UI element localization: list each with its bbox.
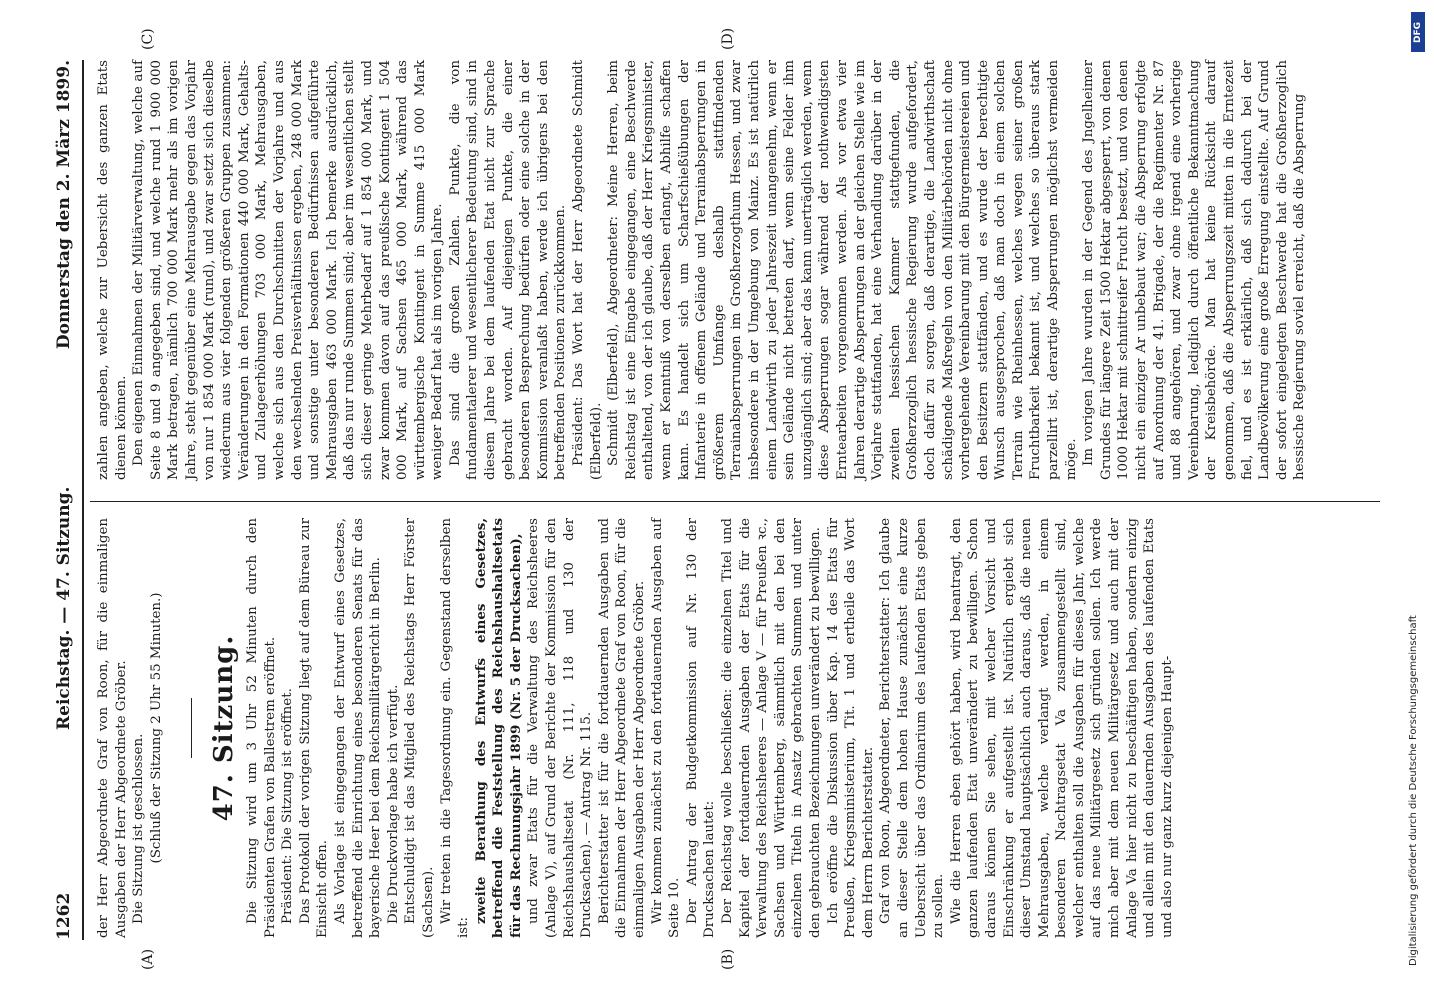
paragraph: Die Sitzung wird um 3 Uhr 52 Minuten durch den Präsidenten Grafen von Ballestrem eröffnet. (244, 518, 278, 938)
session-title: 47. Sitzung. (209, 634, 240, 822)
paragraph: zahlen angeben, welche zur Uebersicht des ganzen Etats dienen können. (96, 60, 129, 480)
dfg-logo: DFG (1411, 12, 1425, 52)
section-separator (191, 698, 192, 758)
paragraph: Die Druckvorlage habe ich verfügt. (385, 684, 401, 924)
paragraph: Ich eröffne die Diskussion über Kap. 14 des Etats für Preußen, Kriegsministerium, Tit. 1 und ertheile das Wort dem Herrn Berichterstatter. (825, 518, 876, 938)
paragraph: Das Protokoll der vorigen Sitzung liegt auf dem Büreau zur Einsicht offen. (297, 518, 331, 938)
paragraph: Berichterstatter ist für die fortdauernden Ausgaben und die Einnahmen der Herr Abgeordnete Graf von Roon, für die einmaligen Ausgaben der Herr Abgeordnete Gröber. (596, 518, 648, 938)
header-rule (82, 60, 84, 940)
agenda-item: zweite Berathung des Entwurfs eines Gesetzes, betreffend die Feststellung des Reichshaushaltsetats für das Rechnungsjahr 1899 (Nr. 5 der Drucksachen), (472, 518, 524, 938)
digitization-sidebar (1406, 6, 1432, 996)
paragraph: Präsident: Die Sitzung ist eröffnet. (280, 688, 296, 924)
paragraph: Der Reichstag wolle beschließen: die einzelnen Titel und Kapitel der fortdauernden Ausgaben der Etats für die Verwaltung des Reichsheeres — Anlage V — für Preußen ꝛc., Sachsen und Württemberg, sämmtlich mit den bei den einzelnen Titeln in Ansatz gebrachten Summen und unter den gebrauchten Bezeichnungen unverändert zu bewilligen. (720, 518, 823, 938)
intro-paragraph: (Schluß der Sitzung 2 Uhr 55 Minuten.) (148, 592, 164, 864)
paragraph: Im vorigen Jahre wurden in der Gegend des Jngelheimer Grundes für längere Zeit 1500 Hektar abgesperrt, von denen 1000 Hektar mit schnittreifer Frucht besetzt, und von denen nicht ein einziger Ar unbebaut war; die Absperrung erfolgte auf Anordnung der 41. Brigade, der die Regimenter Nr. 87 und 88 angehören, und zwar ohne irgend eine vorherige Vereinbarung, lediglich durch öffentliche Bekanntmachung der Kreisbehörde. Man hat keine Rücksicht darauf genommen, daß die Absperrungszeit mitten in die Erntezeit fiel, und es ist erklärlich, daß sich dadurch bei der Landbevölkerung eine große Erregung einstellte. Auf Grund der sofort eingelegten Beschwerde hat die Großherzoglich hessische Regierung soviel erreicht, daß die Absperrung (1081, 60, 1308, 480)
paragraph: Wir kommen zunächst zu den fortdauernden Ausgaben auf Seite 10. (649, 518, 683, 938)
paragraph: Wie die Herren eben gehört haben, wird beantragt, den ganzen laufenden Etat unverändert zu bewilligen. Schon daraus können Sie sehen, mit welcher Vorsicht und Einschränkung er aufgestellt ist. Natürlich ergiebt sich dieser Umstand hauptsächlich auch daraus, daß die neuen Mehrausgaben, welche verlangt werden, in einem besonderen Nachtragsetat Va zusammengestellt sind, welcher enthalten soll die Ausgaben für dieses Jahr, welche auf das neue Militärgesetz sich gründen sollen. Ich werde mich aber mit dem neuen Militärgesetz und auch mit der Anlage Va hier nicht zu beschäftigen haben, sondern einzig und allein mit den dauernden Ausgaben des laufenden Etats und also nur ganz kurz diejenigen Haupt- (948, 518, 1175, 938)
page-number: 1262 (54, 892, 74, 940)
left-column (95, 518, 1176, 938)
paragraph: Wir treten in die Tagesordnung ein. Gegenstand derselben ist: (438, 518, 472, 938)
column-divider (90, 501, 1380, 502)
paragraph: und zwar Etats für die Verwaltung des Reichsheeres (Anlage V), auf Grund der Berichte der Kommission für den Reichshaushaltsetat (Nr. 111, 118 und 130 der Drucksachen). — Antrag Nr. 115. (526, 518, 595, 938)
right-column (95, 60, 1309, 480)
intro-paragraph: der Herr Abgeordnete Graf von Roon, für die einmaligen Ausgaben der Herr Abgeordnete Gröber. (96, 518, 129, 938)
paragraph: Den eigenen Einnahmen der Militärverwaltung, welche auf Seite 8 und 9 angegeben sind, und welche rund 1 900 000 Mark betragen, nämlich 700 000 Mark mehr als im vorigen Jahre, steht gegenüber eine Mehrausgabe gegen das Vorjahr von nur 1 854 000 Mark (rund), und zwar setzt sich dieselbe wiederum aus vier folgenden größeren Gruppen zusammen: Veränderungen in den Formationen 440 000 Mark, Gehalts- und Zulageerhöhungen 703 000 Mark, Mehrausgaben, welche sich aus den Durchschnitten der Vorjahre und aus den wechselnden Preisverhältnissen ergeben, 248 000 Mark und sonstige unter besonderen Bedürfnissen aufgeführte Mehrausgaben 463 000 Mark. Ich bemerke ausdrücklich, daß das nur runde Summen sind; aber im wesentlichen stellt sich dieser geringe Mehrbedarf auf 1 854 000 Mark, und zwar kommen davon auf das preußische Kontingent 1 504 000 Mark, auf Sachsen 465 000 Mark, während das württembergische Kontingent in Summe 415 000 Mark weniger Bedarf hat als im vorigen Jahre. (131, 60, 446, 480)
margin-mark-c: (C) (140, 28, 156, 50)
paragraph: Als Vorlage ist eingegangen der Entwurf eines Gesetzes, betreffend die Einrichtung eines besonderen Senats für das bayerische Heer bei dem Reichsmilitärgericht in Berlin. (332, 518, 384, 938)
paragraph: Der Antrag der Budgetkommission auf Nr. 130 der Drucksachen lautet: (684, 518, 718, 938)
paragraph: Präsident: Das Wort hat der Herr Abgeordnete Schmidt (Elberfeld). (571, 60, 604, 480)
paragraph: Das sind die großen Zahlen. Punkte, die von fundamentalerer und wesentlicherer Bedeutung sind, sind in diesem Jahre bei dem laufenden Etat nicht zur Sprache gebracht worden. Auf diejenigen Punkte, die einer besonderen Besprechung bedürfen oder eine solche in der Kommission veranlaßt haben, werde ich übrigens bei den betreffenden Positionen zurückkommen. (447, 60, 569, 480)
intro-paragraph: Die Sitzung ist geschlossen. (131, 733, 147, 924)
digitization-note: Digitalisierung gefördert durch die Deutsche Forschungsgemeinschaft (1408, 615, 1419, 966)
paragraph: Entschuldigt ist das Mitglied des Reichstags Herr Förster (Sachsen). (403, 518, 436, 938)
margin-mark-a: (A) (140, 948, 156, 970)
header-title: Reichstag. — 47. Sitzung. (54, 486, 74, 730)
header-date: Donnerstag den 2. März 1899. (54, 60, 74, 350)
margin-mark-b: (B) (720, 948, 736, 970)
paragraph: Graf von Roon, Abgeordneter, Berichterstatter: Ich glaube an dieser Stelle dem hohen Hause zunächst eine kurze Uebersicht über das Ordinarium des laufenden Etats geben zu sollen. (878, 518, 947, 938)
margin-mark-d: (D) (720, 27, 736, 50)
paragraph: Schmidt (Elberfeld), Abgeordneter: Meine Herren, beim Reichstag ist eine Eingabe eingegangen, eine Beschwerde enthaltend, von der ich glaube, daß der Herr Kriegsminister, wenn er Kenntniß von derselben erlangt, Abhilfe schaffen kann. Es handelt sich um Scharfschießübungen der Infanterie in offenem Gelände und Terrainabsperrungen in größerem Umfange deshalb stattfindenden Terrainabsperrungen im Großherzogthum Hessen, und zwar insbesondere in der Umgebung von Mainz. Es ist natürlich einem Landwirth zu jeder Jahreszeit unangenehm, wenn er sein Gelände nicht betreten darf, wenn seine Felder ihm unzugänglich sind; aber das kann unerträglich werden, wenn diese Absperrungen sogar während der nothwendigsten Erntearbeiten vorgenommen werden. Als vor etwa vier Jahren derartige Absperrungen an der gleichen Stelle wie im Vorjahre stattfanden, hat eine Verhandlung darüber in der zweiten hessischen Kammer stattgefunden, die Großherzoglich hessische Regierung wurde aufgefordert, doch dafür zu sorgen, daß derartige, die Landwirthschaft schädigende Maßregeln von den Militärbehörden nicht ohne vorhergehende Vereinbarung mit den Bürgermeistereien und den Besitzern stattfänden, und es wurde der berechtigte Wunsch ausgesprochen, daß man doch in einem solchen Terrain wie Rheinhessen, welches wegen seiner großen Fruchtbarkeit bekannt ist, und welches so überaus stark parzellirt ist, derartige Absperrungen möglichst vermeiden möge. (606, 60, 1079, 480)
page-header (50, 60, 80, 940)
